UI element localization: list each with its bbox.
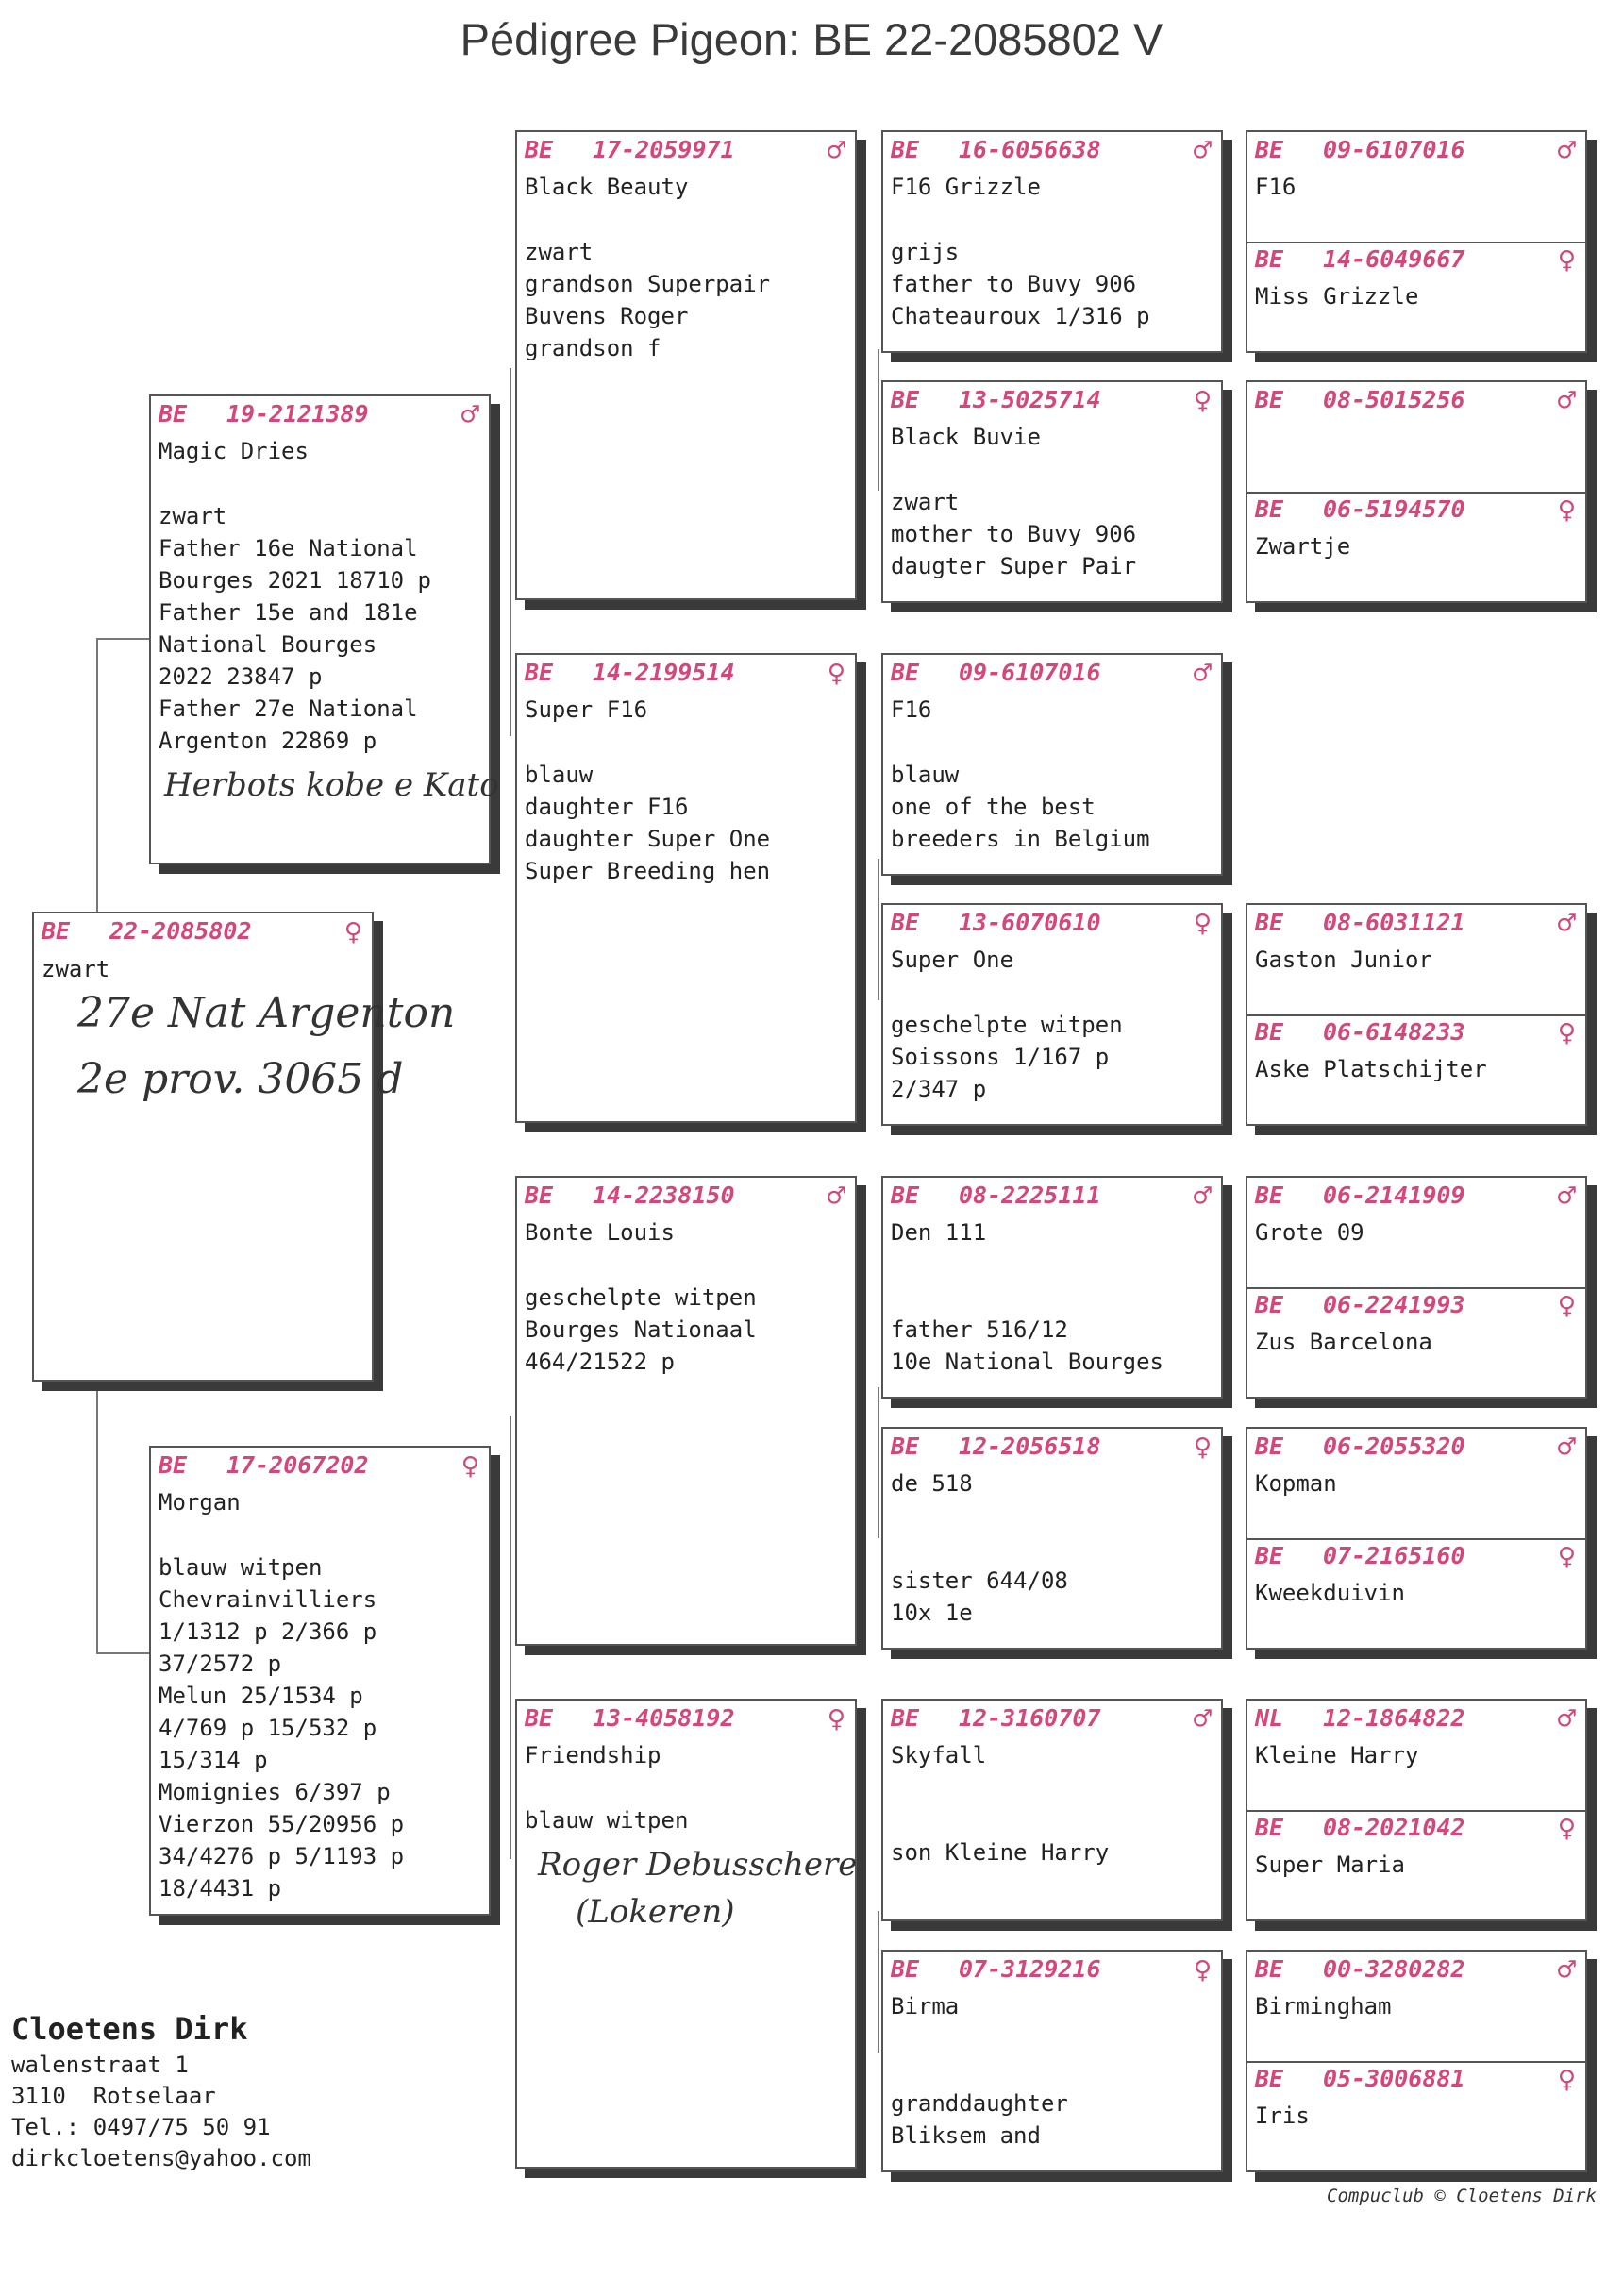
pigeon-name: Birma [891,1993,960,2019]
pigeon-name: Aske Platschijter [1255,1056,1487,1082]
country-code: BE [1255,1814,1284,1841]
info-line: Soissons 1/167 p [891,1044,1110,1070]
pigeon-name: Magic Dries [159,438,309,464]
info-line: geschelpte witpen [525,1284,757,1311]
pigeon-name: Skyfall [891,1742,987,1768]
female-icon: ♀ [343,913,362,949]
info-line: Melun 25/1534 p [159,1683,363,1709]
card-body [42,953,366,985]
male-icon: ♂ [1193,1178,1212,1214]
male-icon: ♂ [1557,1952,1576,1987]
info-line: granddaughter [891,2090,1068,2117]
country-code: NL [1255,1704,1284,1732]
ring-number: 14-6049667 [1323,245,1465,273]
pigeon-card-gen4-pair [1246,1950,1587,2172]
country-code: BE [1255,1018,1284,1046]
pigeon-name: Friendship [525,1742,661,1768]
male-icon: ♂ [1193,132,1212,168]
card-body [525,1804,849,1836]
card-header [1255,1014,1576,1050]
card-body [525,236,849,364]
ring-number: 08-5015256 [1323,386,1465,413]
info-line: Super Breeding hen [525,858,771,884]
pigeon-card-sire [149,394,499,864]
country-code: BE [1255,1433,1284,1460]
country-code: BE [891,1955,920,1983]
card-header [891,1952,1212,1987]
card-body [891,236,1215,332]
male-icon: ♂ [460,396,479,432]
connector-line [96,638,149,640]
pigeon-card-gen2 [515,1699,857,2169]
connector-line [878,859,879,1000]
male-icon: ♂ [827,132,845,168]
handwritten-note: Herbots kobe e Kato [164,766,499,804]
divider [1247,492,1585,494]
connector-line [510,1416,511,1859]
info-line: 464/21522 p [525,1349,675,1375]
pigeon-name: Den 111 [891,1219,987,1246]
female-icon: ♀ [460,1448,479,1483]
card-header [1255,2061,1576,2097]
info-line: 10x 1e [891,1600,973,1626]
pigeon-name: Birmingham [1255,1993,1392,2019]
info-line: sister 644/08 [891,1567,1068,1594]
divider [1247,242,1585,243]
pigeon-name: Morgan [159,1489,241,1516]
pigeon-card-gen3 [881,1699,1223,1921]
pigeon-name: Kweekduivin [1255,1580,1405,1606]
card-body [891,1314,1215,1378]
pigeon-card-gen4-pair [1246,903,1587,1126]
info-line: National Bourges [159,631,377,658]
male-icon: ♂ [1557,905,1576,941]
ring-number: 14-2199514 [593,659,735,686]
card-body [525,1282,849,1378]
female-icon: ♀ [827,655,845,691]
pigeon-card-gen2 [515,1176,857,1646]
ring-number: 14-2238150 [593,1182,735,1209]
pigeon-name: Super One [891,947,1014,973]
country-code: BE [42,917,71,945]
card-body [159,500,483,757]
pigeon-card-gen4-pair [1246,1427,1587,1650]
male-icon: ♂ [1193,1701,1212,1736]
card-header [159,1448,479,1483]
pigeon-name: F16 [891,696,932,723]
pigeon-card-gen3 [881,1950,1223,2172]
connector-line [96,1652,149,1654]
female-icon: ♀ [1193,1952,1212,1987]
pigeon-card-gen3 [881,380,1223,603]
card-header [891,905,1212,941]
pigeon-name: Super Maria [1255,1852,1405,1878]
info-line: Vierzon 55/20956 p [159,1811,405,1837]
handwritten-note: 27e Nat Argenton [77,989,456,1037]
breeder-name: Cloetens Dirk [11,2011,248,2047]
card-body [891,1836,1215,1869]
info-line: zwart [42,956,110,982]
country-code: BE [1255,909,1284,936]
card-header [1255,132,1576,168]
female-icon: ♀ [1193,905,1212,941]
info-line: 15/314 p [159,1747,268,1773]
card-body [891,759,1215,855]
male-icon: ♂ [1557,1429,1576,1465]
ring-number: 13-5025714 [959,386,1101,413]
divider [1247,2061,1585,2063]
info-line: Bourges Nationaal [525,1316,757,1343]
card-header [1255,1701,1576,1736]
pigeon-card-gen4-pair [1246,1699,1587,1921]
info-line: Momignies 6/397 p [159,1779,391,1805]
pigeon-card-dam [149,1446,491,1916]
country-code: BE [1255,2065,1284,2092]
handwritten-note: 2e prov. 3065 d [77,1055,404,1103]
info-line: father 516/12 [891,1316,1068,1343]
connector-line [878,349,879,491]
card-header [1255,1178,1576,1214]
info-line: blauw [525,762,594,788]
pigeon-name: Grote 09 [1255,1219,1364,1246]
pigeon-card-gen2 [515,653,857,1123]
card-header [1255,242,1576,277]
info-line: geschelpte witpen [891,1012,1123,1038]
country-code: BE [1255,136,1284,163]
connector-line [96,638,98,912]
info-line: breeders in Belgium [891,826,1150,852]
info-line: grandson Superpair [525,271,771,297]
info-line: mother to Buvy 906 [891,521,1137,547]
country-code: BE [891,136,920,163]
female-icon: ♀ [1193,1429,1212,1465]
pigeon-name: Black Buvie [891,424,1041,450]
country-code: BE [891,1433,920,1460]
ring-number: 19-2121389 [226,400,369,427]
card-header [1255,1429,1576,1465]
ring-number: 06-5194570 [1323,495,1465,523]
female-icon: ♀ [827,1701,845,1736]
info-line: 1/1312 p 2/366 p [159,1618,377,1645]
pigeon-name: Zwartje [1255,533,1351,560]
female-icon: ♀ [1557,1014,1576,1050]
female-icon: ♀ [1557,242,1576,277]
handwritten-note: Roger Debusschere [538,1846,858,1884]
pigeon-name: Kopman [1255,1470,1337,1497]
pigeon-name: Kleine Harry [1255,1742,1419,1768]
info-line: daugter Super Pair [891,553,1137,579]
country-code: BE [1255,1182,1284,1209]
ring-number: 06-2141909 [1323,1182,1465,1209]
pigeon-card-gen4-pair [1246,130,1587,353]
connector-line [96,1383,98,1652]
country-code: BE [891,659,920,686]
breeder-email: dirkcloetens@yahoo.com [11,2145,311,2171]
male-icon: ♂ [1193,655,1212,691]
pigeon-card-gen3 [881,1176,1223,1399]
male-icon: ♂ [1557,1178,1576,1214]
pigeon-name: Zus Barcelona [1255,1329,1432,1355]
card-body [159,1551,483,1904]
connector-line [878,1911,879,2053]
info-line: blauw witpen [525,1807,689,1834]
country-code: BE [1255,1542,1284,1569]
country-code: BE [891,386,920,413]
breeder-info [11,2008,311,2174]
country-code: BE [525,659,554,686]
ring-number: 22-2085802 [109,917,252,945]
card-header [525,132,845,168]
info-line: 2/347 p [891,1076,987,1102]
card-header [1255,382,1576,418]
country-code: BE [525,1704,554,1732]
divider [1247,1287,1585,1289]
male-icon: ♂ [1557,382,1576,418]
divider [1247,1014,1585,1016]
info-line: Argenton 22869 p [159,728,377,754]
country-code: BE [1255,1955,1284,1983]
info-line: blauw witpen [159,1554,323,1581]
info-line: Father 15e and 181e [159,599,418,626]
ring-number: 07-3129216 [959,1955,1101,1983]
divider [1247,1810,1585,1812]
breeder-phone: Tel.: 0497/75 50 91 [11,2114,271,2140]
pigeon-name: Miss Grizzle [1255,283,1419,310]
male-icon: ♂ [1557,132,1576,168]
pigeon-name: de 518 [891,1470,973,1497]
pigeon-card-gen3 [881,903,1223,1126]
info-line: Chateauroux 1/316 p [891,303,1150,329]
info-line: 34/4276 p 5/1193 p [159,1843,405,1869]
ring-number: 06-6148233 [1323,1018,1465,1046]
pigeon-name: F16 Grizzle [891,174,1041,200]
info-line: daughter F16 [525,794,689,820]
ring-number: 08-2225111 [959,1182,1101,1209]
ring-number: 17-2059971 [593,136,735,163]
pigeon-name: Gaston Junior [1255,947,1432,973]
card-header [891,132,1212,168]
handwritten-note: (Lokeren) [576,1893,735,1931]
card-header [525,1178,845,1214]
ring-number: 16-6056638 [959,136,1101,163]
info-line: Bliksem and [891,2122,1041,2149]
card-header [891,1178,1212,1214]
info-line: Chevrainvilliers [159,1586,377,1613]
card-header [159,396,479,432]
ring-number: 13-4058192 [593,1704,735,1732]
pigeon-card-gen4-pair [1246,380,1587,603]
ring-number: 13-6070610 [959,909,1101,936]
card-body [891,1009,1215,1105]
breeder-city: 3110 Rotselaar [11,2083,216,2109]
pigeon-name: Bonte Louis [525,1219,675,1246]
country-code: BE [525,1182,554,1209]
male-icon: ♂ [1557,1701,1576,1736]
info-line: 10e National Bourges [891,1349,1163,1375]
info-line: Father 16e National [159,535,418,561]
pigeon-card-gen4-pair [1246,1176,1587,1399]
card-header [1255,1952,1576,1987]
info-line: Buvens Roger [525,303,689,329]
country-code: BE [159,1451,188,1479]
card-header [42,913,362,949]
pigeon-name: F16 [1255,174,1297,200]
country-code: BE [1255,245,1284,273]
breeder-street: walenstraat 1 [11,2052,189,2078]
ring-number: 12-2056518 [959,1433,1101,1460]
female-icon: ♀ [1557,492,1576,528]
female-icon: ♀ [1557,1810,1576,1846]
card-header [525,1701,845,1736]
country-code: BE [891,1704,920,1732]
card-header [1255,1287,1576,1323]
card-header [1255,492,1576,528]
ring-number: 06-2241993 [1323,1291,1465,1318]
ring-number: 09-6107016 [959,659,1101,686]
info-line: son Kleine Harry [891,1839,1110,1866]
pigeon-card-subject [32,912,456,1382]
country-code: BE [891,909,920,936]
female-icon: ♀ [1557,2061,1576,2097]
info-line: 2022 23847 p [159,663,323,690]
pigeon-card-gen2 [515,130,857,600]
card-header [891,655,1212,691]
card-body [891,486,1215,582]
ring-number: 12-1864822 [1323,1704,1465,1732]
country-code: BE [159,400,188,427]
ring-number: 12-3160707 [959,1704,1101,1732]
info-line: Bourges 2021 18710 p [159,567,431,594]
card-header [891,1701,1212,1736]
card-header [1255,1810,1576,1846]
card-header [1255,905,1576,941]
pigeon-name: Super F16 [525,696,648,723]
female-icon: ♀ [1557,1538,1576,1574]
divider [1247,1538,1585,1540]
ring-number: 09-6107016 [1323,136,1465,163]
card-header [525,655,845,691]
page-title: Pédigree Pigeon: BE 22-2085802 V [460,14,1163,64]
ring-number: 07-2165160 [1323,1542,1465,1569]
ring-number: 08-6031121 [1323,909,1465,936]
info-line: zwart [159,503,227,529]
info-line: blauw [891,762,960,788]
footer-credit: Compuclub © Cloetens Dirk [1327,2186,1597,2206]
info-line: father to Buvy 906 [891,271,1137,297]
country-code: BE [1255,1291,1284,1318]
female-icon: ♀ [1193,382,1212,418]
country-code: BE [891,1182,920,1209]
connector-line [510,368,511,736]
card-header [891,382,1212,418]
pigeon-card-gen3 [881,653,1223,876]
info-line: one of the best [891,794,1096,820]
card-body [891,1565,1215,1629]
pigeon-card-gen3 [881,1427,1223,1650]
ring-number: 08-2021042 [1323,1814,1465,1841]
card-body [891,2087,1215,2152]
card-body [525,759,849,887]
info-line: 4/769 p 15/532 p [159,1715,377,1741]
ring-number: 06-2055320 [1323,1433,1465,1460]
info-line: zwart [525,239,594,265]
pigeon-name: Iris [1255,2103,1310,2129]
country-code: BE [1255,495,1284,523]
ring-number: 00-3280282 [1323,1955,1465,1983]
connector-line [878,1387,879,1538]
info-line: 37/2572 p [159,1651,282,1677]
ring-number: 17-2067202 [226,1451,369,1479]
country-code: BE [525,136,554,163]
info-line: grandson f [525,335,661,361]
info-line: Father 27e National [159,696,418,722]
info-line: grijs [891,239,960,265]
male-icon: ♂ [827,1178,845,1214]
info-line: zwart [891,489,960,515]
info-line: 18/4431 p [159,1875,282,1902]
pigeon-name: Black Beauty [525,174,689,200]
country-code: BE [1255,386,1284,413]
pigeon-card-gen3 [881,130,1223,353]
ring-number: 05-3006881 [1323,2065,1465,2092]
info-line: daughter Super One [525,826,771,852]
card-header [891,1429,1212,1465]
female-icon: ♀ [1557,1287,1576,1323]
card-header [1255,1538,1576,1574]
